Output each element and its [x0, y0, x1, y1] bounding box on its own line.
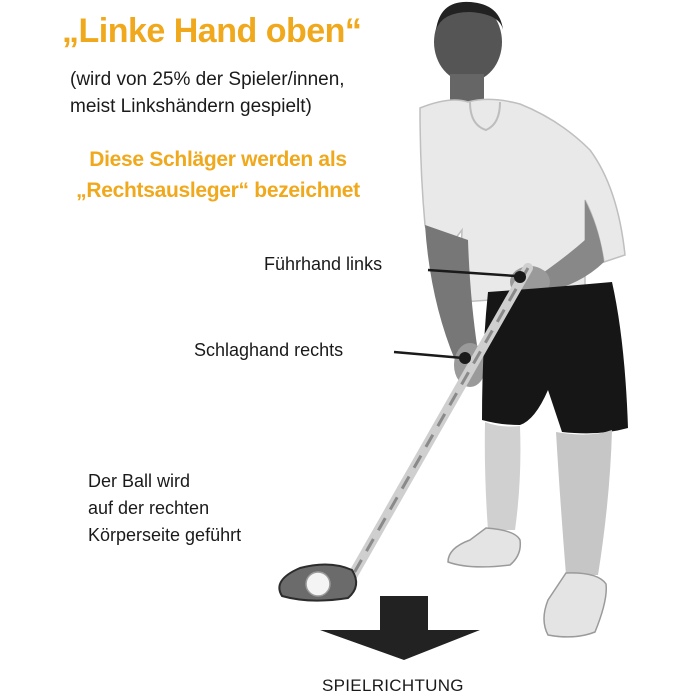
subtitle	[70, 66, 345, 120]
player-left-shoe	[448, 528, 520, 567]
highlight-note	[58, 144, 378, 206]
ball-note-line-3: Körperseite geführt	[88, 525, 242, 545]
ball-note-line-2: auf der rechten	[88, 498, 210, 518]
bottom-hand-label: Schlaghand rechts	[194, 340, 344, 360]
floorball-ball	[306, 572, 330, 596]
highlight-line-1: Diese Schläger werden als	[89, 148, 347, 171]
player-head	[434, 2, 503, 104]
top-hand-label: Führhand links	[264, 254, 383, 274]
ball-side-note	[88, 468, 241, 549]
player-right-leg	[556, 430, 612, 575]
ball-note-line-1: Der Ball wird	[88, 471, 191, 491]
player-right-shoe	[544, 573, 606, 637]
highlight-line-2: „Rechtsausleger“ bezeichnet	[76, 179, 360, 202]
page-title: „Linke Hand oben“	[62, 12, 362, 50]
subtitle-line-2: meist Linkshändern gespielt)	[70, 96, 312, 117]
leader-dot-bottom-hand	[459, 352, 471, 364]
leader-dot-top-hand	[514, 271, 526, 283]
direction-arrow	[320, 596, 480, 660]
subtitle-line-1: (wird von 25% der Spieler/innen,	[70, 69, 345, 90]
direction-label: SPIELRICHTUNG	[322, 676, 464, 695]
player-left-leg	[485, 422, 521, 530]
